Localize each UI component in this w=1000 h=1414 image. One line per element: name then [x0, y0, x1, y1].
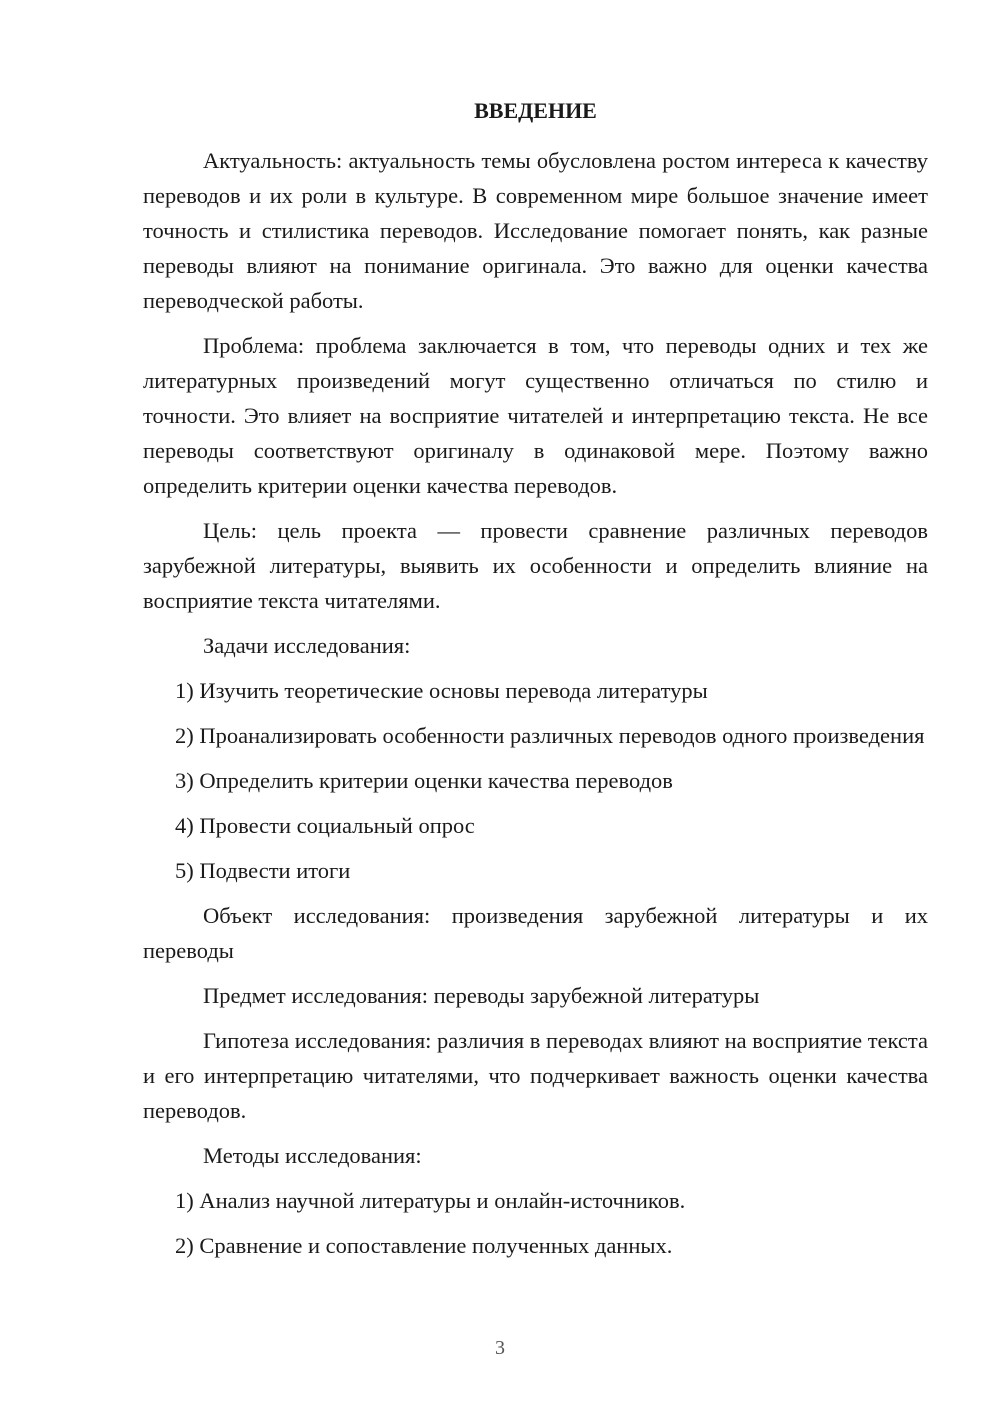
method-item: 1) Анализ научной литературы и онлайн-источников.: [175, 1188, 686, 1213]
object-paragraph: Объект исследования: произведения зарубежной литературы и их переводы: [143, 903, 928, 963]
section-heading: ВВЕДЕНИЕ: [474, 98, 597, 123]
methods-heading: Методы исследования:: [203, 1143, 422, 1168]
relevance-paragraph: Актуальность: актуальность темы обусловлена ростом интереса к качеству переводов и их роли в культуре. В современном мире большое значение имеет точность и стилистика переводов. Исследование помогает понять, как разные переводы влияют на понимание оригинала. Это важно для оценки качества переводческой работы.: [143, 148, 928, 313]
tasks-heading: Задачи исследования:: [203, 633, 411, 658]
task-item: 5) Подвести итоги: [175, 858, 351, 883]
problem-paragraph: Проблема: проблема заключается в том, что переводы одних и тех же литературных произведений могут существенно отличаться по стилю и точности. Это влияет на восприятие читателей и интерпретацию текста. Не все переводы соответствуют оригиналу в одинаковой мере. Поэтому важно определить критерии оценки качества переводов.: [143, 333, 928, 498]
task-item: 4) Провести социальный опрос: [175, 813, 475, 838]
hypothesis-paragraph: Гипотеза исследования: различия в переводах влияют на восприятие текста и его интерпретацию читателями, что подчеркивает важность оценки качества переводов.: [143, 1028, 928, 1123]
task-item: 2) Проанализировать особенности различных переводов одного произведения: [175, 723, 925, 748]
task-item: 3) Определить критерии оценки качества переводов: [175, 768, 673, 793]
task-item: 1) Изучить теоретические основы перевода литературы: [175, 678, 708, 703]
method-item: 2) Сравнение и сопоставление полученных данных.: [175, 1233, 673, 1258]
document-body: [143, 143, 928, 1273]
subject-paragraph: Предмет исследования: переводы зарубежной литературы: [203, 983, 760, 1008]
page-number: 3: [495, 1337, 505, 1359]
goal-paragraph: Цель: цель проекта — провести сравнение различных переводов зарубежной литературы, выявить их особенности и определить влияние на восприятие текста читателями.: [143, 518, 928, 613]
